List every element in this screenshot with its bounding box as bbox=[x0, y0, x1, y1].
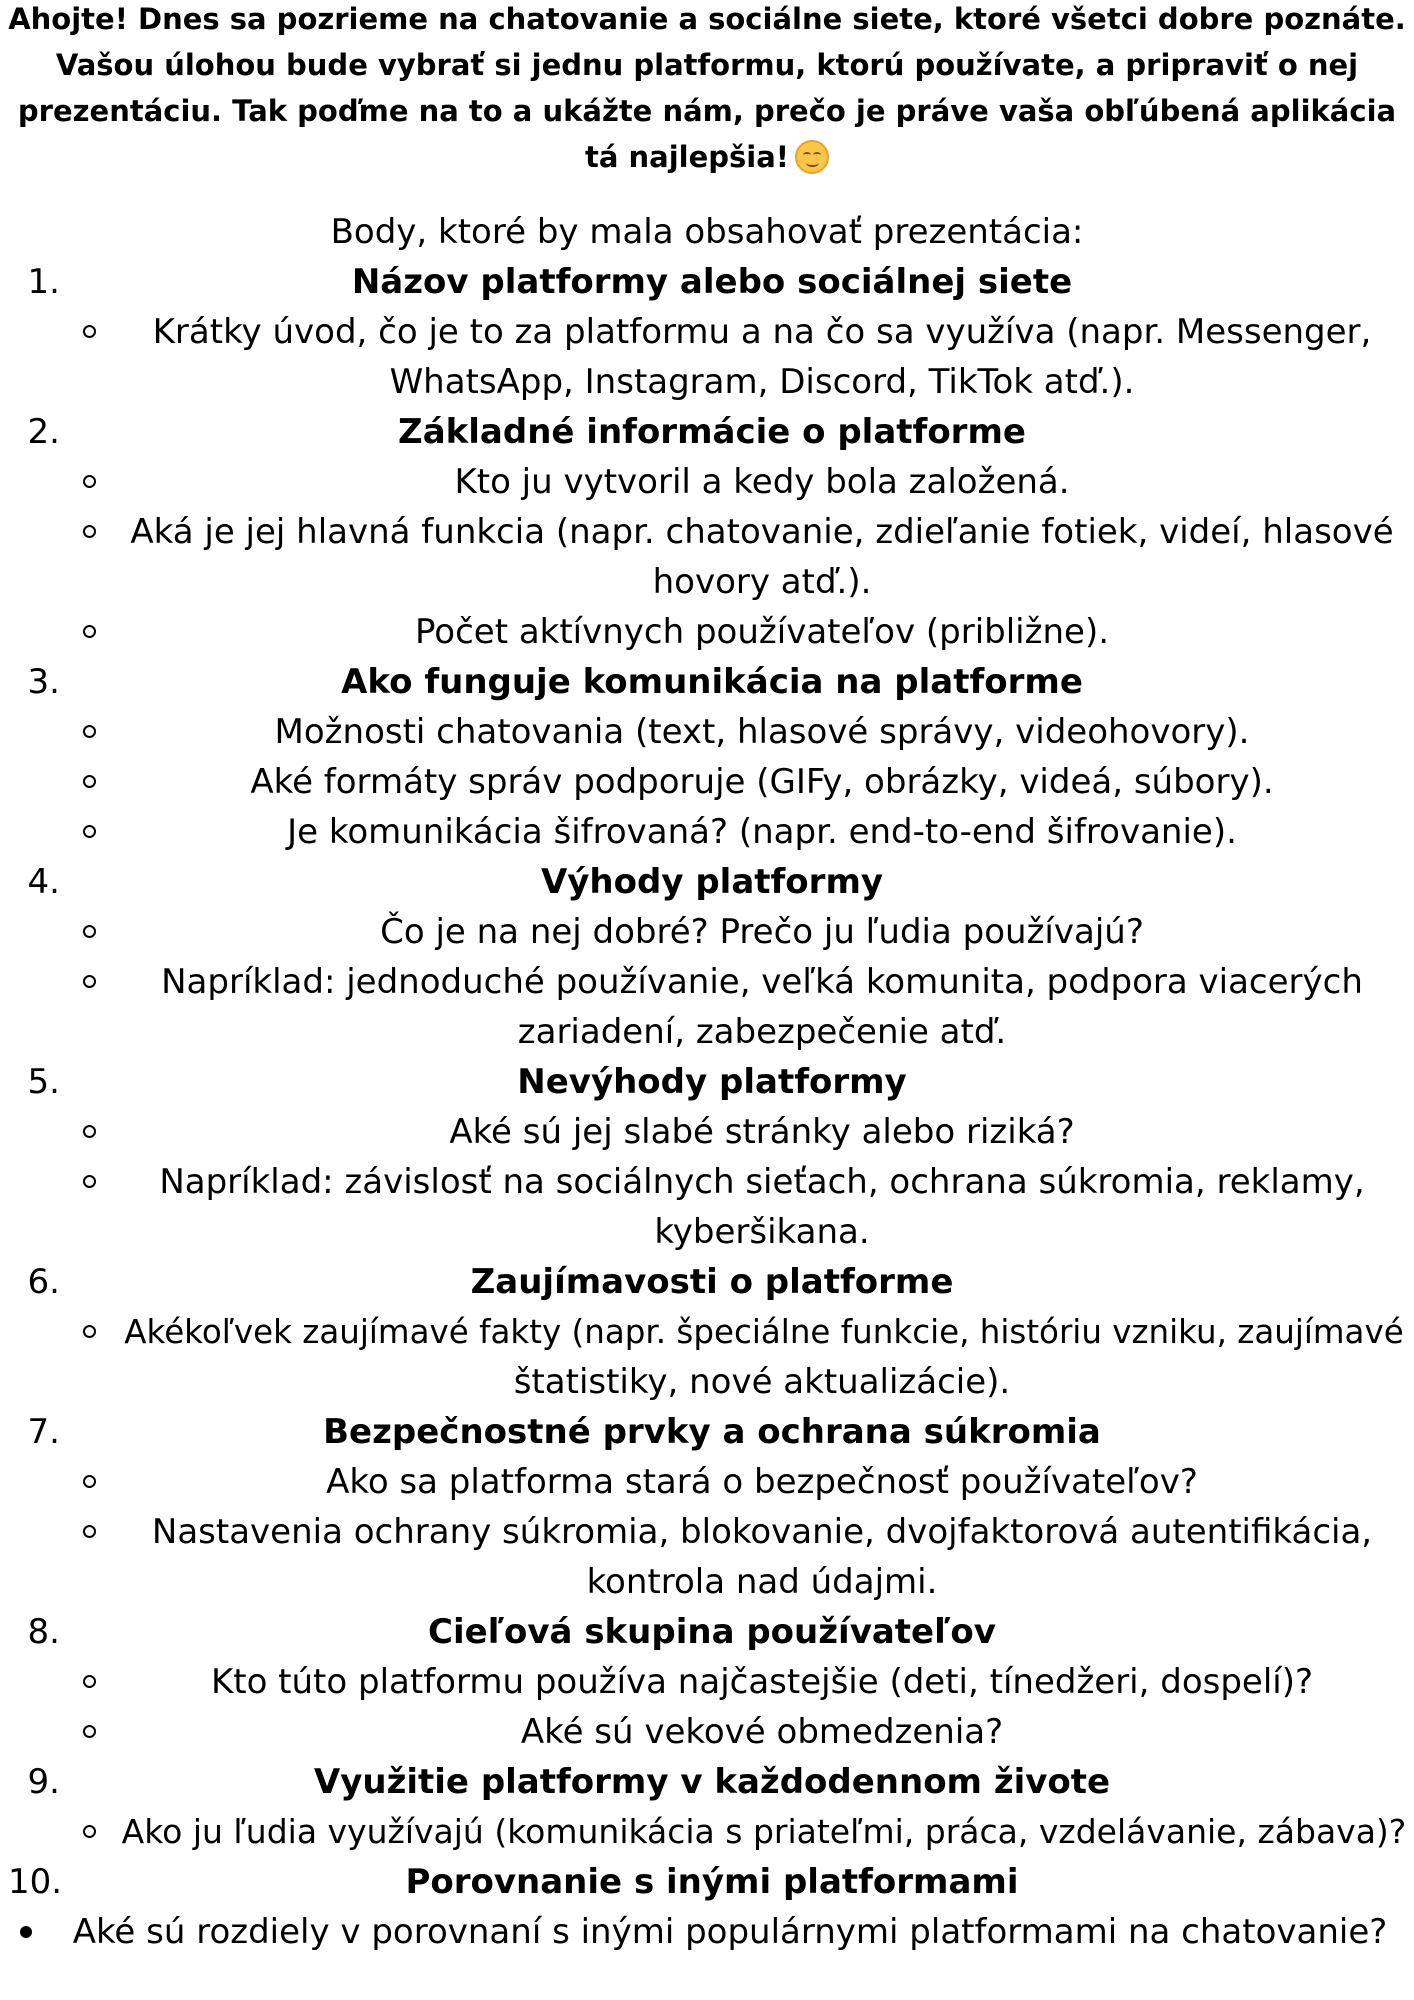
section-title: Porovnanie s inými platformami bbox=[405, 1862, 1019, 1902]
list-item-text: Napríklad: jednoduché používanie, veľká komunita, podpora viacerých bbox=[161, 962, 1363, 1002]
list-item bbox=[0, 1657, 1414, 1707]
section-heading bbox=[0, 1407, 1414, 1457]
section-number: 3. bbox=[27, 662, 60, 702]
section-number: 9. bbox=[27, 1762, 60, 1802]
list-item-text: zariadení, zabezpečenie atď. bbox=[517, 1012, 1007, 1052]
list-item-text: Akékoľvek zaujímavé fakty (napr. špeciálne funkcie, históriu vzniku, zaujímavé bbox=[124, 1313, 1404, 1351]
section-number: 5. bbox=[27, 1062, 60, 1102]
list-item bbox=[0, 1107, 1414, 1157]
list-item-text: Čo je na nej dobré? Prečo ju ľudia používajú? bbox=[380, 912, 1144, 952]
list-item bbox=[0, 507, 1414, 557]
list-item-text: Možnosti chatovania (text, hlasové správy, videohovory). bbox=[274, 712, 1250, 752]
hollow-bullet-icon bbox=[83, 975, 96, 988]
list-item-continuation bbox=[0, 557, 1414, 607]
section-number: 7. bbox=[27, 1412, 60, 1452]
list-item-continuation bbox=[0, 1007, 1414, 1057]
section-heading bbox=[0, 1607, 1414, 1657]
intro-line: prezentáciu. Tak poďme na to a ukážte nám, prečo je práve vaša obľúbená aplikácia bbox=[17, 94, 1397, 128]
list-item-text: Aká je jej hlavná funkcia (napr. chatovanie, zdieľanie fotiek, videí, hlasové bbox=[130, 512, 1394, 552]
section-number: 8. bbox=[27, 1612, 60, 1652]
smiling-face-icon bbox=[795, 140, 829, 174]
list-item bbox=[0, 1457, 1414, 1507]
filled-bullet-icon bbox=[20, 1926, 32, 1938]
section-title: Výhody platformy bbox=[540, 862, 884, 902]
intro-line-last bbox=[0, 134, 1414, 180]
list-item-text: kontrola nad údajmi. bbox=[586, 1562, 938, 1602]
section-title: Základné informácie o platforme bbox=[398, 412, 1026, 452]
section-title: Bezpečnostné prvky a ochrana súkromia bbox=[323, 1412, 1101, 1452]
hollow-bullet-icon bbox=[83, 1475, 96, 1488]
list-item-text: Napríklad: závislosť na sociálnych sieťach, ochrana súkromia, reklamy, bbox=[159, 1162, 1365, 1202]
list-item-continuation bbox=[0, 1207, 1414, 1257]
list-item bbox=[0, 807, 1414, 857]
list-item bbox=[0, 307, 1414, 357]
list-item-text: Aké formáty správ podporuje (GIFy, obrázky, videá, súbory). bbox=[250, 762, 1274, 802]
section-number: 1. bbox=[27, 262, 60, 302]
hollow-bullet-icon bbox=[83, 1125, 96, 1138]
section-title: Nevýhody platformy bbox=[517, 1062, 907, 1102]
hollow-bullet-icon bbox=[83, 525, 96, 538]
list-item-continuation bbox=[0, 1557, 1414, 1607]
hollow-bullet-icon bbox=[83, 325, 96, 338]
list-item bbox=[0, 607, 1414, 657]
intro-paragraph bbox=[0, 0, 1414, 180]
section-title: Zaujímavosti o platforme bbox=[470, 1262, 954, 1302]
list-item bbox=[0, 1907, 1414, 1957]
section-heading bbox=[0, 1257, 1414, 1307]
list-item-text: WhatsApp, Instagram, Discord, TikTok atď.). bbox=[389, 362, 1135, 402]
section-heading bbox=[0, 257, 1414, 307]
hollow-bullet-icon bbox=[83, 1525, 96, 1538]
section-title: Názov platformy alebo sociálnej siete bbox=[351, 262, 1073, 302]
list-item bbox=[0, 1807, 1414, 1857]
hollow-bullet-icon bbox=[83, 925, 96, 938]
list-item-text: Kto túto platformu používa najčastejšie (deti, tínedžeri, dospelí)? bbox=[210, 1662, 1314, 1702]
section-number: 2. bbox=[27, 412, 60, 452]
section-title: Ako funguje komunikácia na platforme bbox=[341, 662, 1083, 702]
section-heading bbox=[0, 1757, 1414, 1807]
list-item-text: Krátky úvod, čo je to za platformu a na čo sa využíva (napr. Messenger, bbox=[152, 312, 1372, 352]
list-item bbox=[0, 1507, 1414, 1557]
hollow-bullet-icon bbox=[83, 1175, 96, 1188]
list-item bbox=[0, 1307, 1414, 1357]
section-number: 4. bbox=[27, 862, 60, 902]
section-title: Využitie platformy v každodennom živote bbox=[313, 1762, 1111, 1802]
section-heading bbox=[0, 1857, 1414, 1907]
list-item bbox=[0, 957, 1414, 1007]
list-item-continuation bbox=[0, 1357, 1414, 1407]
list-item-text: kyberšikana. bbox=[654, 1212, 870, 1252]
intro-line: tá najlepšia! bbox=[584, 140, 790, 174]
list-item-text: Počet aktívnych používateľov (približne). bbox=[414, 612, 1110, 652]
hollow-bullet-icon bbox=[83, 625, 96, 638]
section-heading bbox=[0, 657, 1414, 707]
hollow-bullet-icon bbox=[83, 1675, 96, 1688]
list-item bbox=[0, 1157, 1414, 1207]
list-item-text: Ako sa platforma stará o bezpečnosť používateľov? bbox=[326, 1462, 1198, 1502]
list-intro-text: Body, ktoré by mala obsahovať prezentácia: bbox=[330, 212, 1084, 252]
list-item-text: štatistiky, nové aktualizácie). bbox=[513, 1362, 1011, 1402]
list-intro bbox=[0, 207, 1414, 257]
list-item-text: Aké sú vekové obmedzenia? bbox=[520, 1712, 1004, 1752]
list-item-continuation bbox=[0, 357, 1414, 407]
hollow-bullet-icon bbox=[83, 475, 96, 488]
list-item bbox=[0, 457, 1414, 507]
section-number: 10. bbox=[8, 1862, 63, 1902]
section-number: 6. bbox=[27, 1262, 60, 1302]
list-item-text: Ako ju ľudia využívajú (komunikácia s priateľmi, práca, vzdelávanie, zábava)? bbox=[121, 1812, 1407, 1851]
hollow-bullet-icon bbox=[83, 725, 96, 738]
list-item-text: Nastavenia ochrany súkromia, blokovanie, dvojfaktorová autentifikácia, bbox=[151, 1512, 1373, 1552]
list-item-text: Je komunikácia šifrovaná? (napr. end-to-end šifrovanie). bbox=[287, 812, 1237, 852]
list-item-text: Aké sú jej slabé stránky alebo riziká? bbox=[449, 1112, 1075, 1152]
hollow-bullet-icon bbox=[83, 775, 96, 788]
list-item bbox=[0, 707, 1414, 757]
list-item bbox=[0, 907, 1414, 957]
section-heading bbox=[0, 857, 1414, 907]
hollow-bullet-icon bbox=[83, 1725, 96, 1738]
section-heading bbox=[0, 407, 1414, 457]
list-item-text: Aké sú rozdiely v porovnaní s inými populárnymi platformami na chatovanie? bbox=[72, 1912, 1388, 1952]
section-heading bbox=[0, 1057, 1414, 1107]
list-item-text: Kto ju vytvoril a kedy bola založená. bbox=[454, 462, 1070, 502]
intro-line: Ahojte! Dnes sa pozrieme na chatovanie a sociálne siete, ktoré všetci dobre poznáte. bbox=[8, 2, 1406, 36]
list-item bbox=[0, 757, 1414, 807]
list-item-text: hovory atď.). bbox=[652, 562, 872, 602]
hollow-bullet-icon bbox=[83, 1325, 96, 1338]
hollow-bullet-icon bbox=[83, 1825, 96, 1838]
section-title: Cieľová skupina používateľov bbox=[428, 1612, 996, 1652]
hollow-bullet-icon bbox=[83, 825, 96, 838]
list-item bbox=[0, 1707, 1414, 1757]
intro-line: Vašou úlohou bude vybrať si jednu platformu, ktorú používate, a pripraviť o nej bbox=[55, 48, 1359, 82]
